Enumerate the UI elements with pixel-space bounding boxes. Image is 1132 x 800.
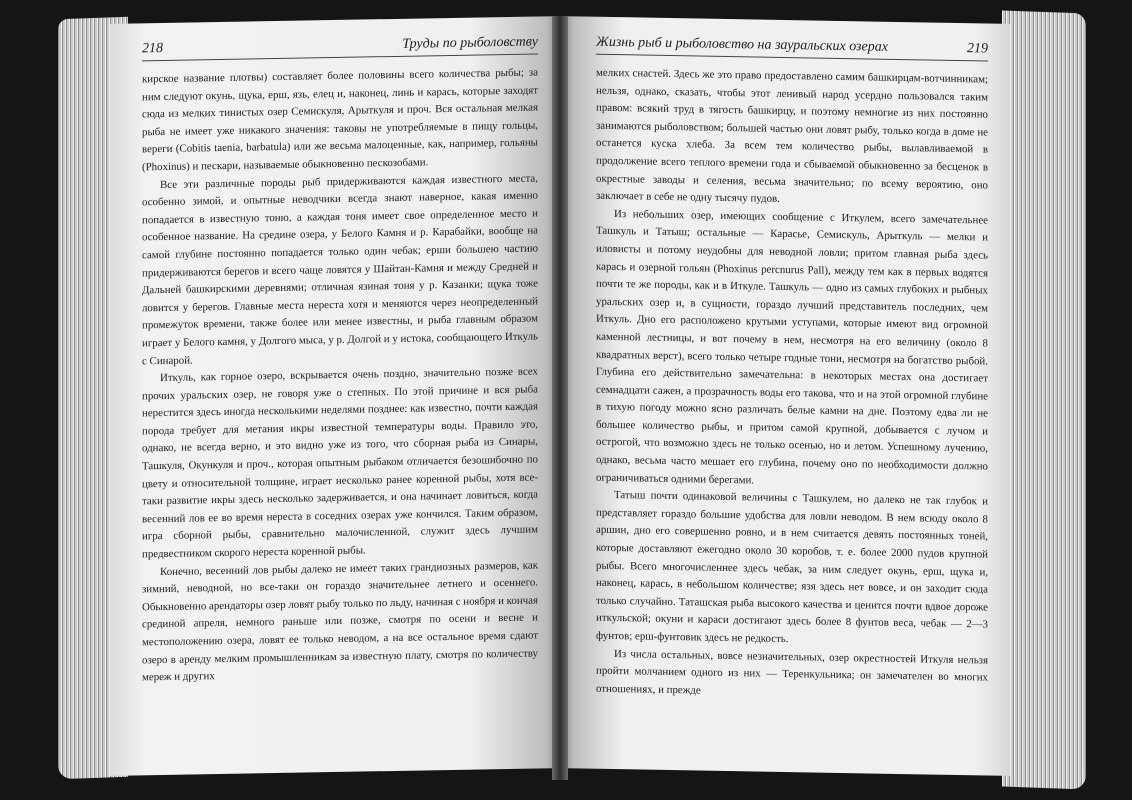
paragraph: Из небольших озер, имеющих сообщение с Иткулем, всего замечательнее Ташкуль и Татыш; остальные — Карасье, Семискуль, Арыткуль — мелки и иловисты и потому неудобны для неводной ловли; притом главная рыба здесь карась и озерной гольян (Phoxinus percnurus Pall), между тем как в первых водятся почти те же породы, как и в Иткуле. Ташкуль — одно из самых глубоких и рыбных уральских озер и, в сущности, гораздо лучший представитель последних, чем Иткуль. Дно его расположено крутыми уступами, которые имеют вид огромной каменной лестницы, и вот почему в нем, несмотря на его величину (около 8 квадратных верст), всего только четыре годные тони, несмотря на богатство рыбой. Глубина его действительно замечательна: в некоторых местах она достигает семнадцати сажен, а прозрачность воды его такова, что и на этой огромной глубине в тихую погоду можно ясно различать белые камни на дне. Поэтому едва ли не большее количество рыбы, и притом самой крупной, добывается с лучом и острогой, что возможно здесь не только осенью, но и летом. Успешному лучению, однако, весьма часто мешает его глубина, почему оно по необходимости должно ограничиваться одними берегами. <box>596 207 988 487</box>
paragraph: Конечно, весенний лов рыбы далеко не имеет таких грандиозных размеров, как зимний, неводной, но все-таки он гораздо значительнее летнего и осеннего. Обыкновенно арендаторы озер ловят рыбу только по льду, начиная с ноября и кончая срединой апреля, немного раньше или позже, смотря по осени и весне и местоположению озера, ловят ее только неводом, а на все остальное время сдают озеро в аренду мелким промышленникам за известную плату, смотря по количеству мереж и других <box>142 559 538 684</box>
left-page-number: 218 <box>142 41 163 57</box>
left-page-text <box>142 64 538 687</box>
right-running-title: Жизнь рыб и рыболовство на зауральских озерах <box>596 34 888 55</box>
right-running-head <box>596 35 988 62</box>
right-page-edges <box>1002 11 1086 790</box>
left-page <box>110 16 560 776</box>
left-running-head <box>142 34 538 61</box>
paragraph: мелких снастей. Здесь же это право предоставлено самим башкирцам-вотчинникам; нельзя, однако, сказать, чтобы этот ленивый народ усердно пользовался таким правом: всякий труд в тягость башкирцу, и поэтому немногие из них постоянно занимаются рыболовством; большей частью они ловят рыбу, только когда в доме не останется куска хлеба. За всем тем количество рыбы, вылавливаемой в продолжение всего теплого времени года и сбываемой обыкновенно за бесценок в окрестные заводы и селения, весьма значительно; по всему вероятию, оно заключает в себе не одну тысячу пудов. <box>596 66 988 206</box>
right-page-number: 219 <box>967 41 988 57</box>
right-page-text <box>596 65 988 705</box>
paragraph: Татыш почти одинаковой величины с Ташкулем, но далеко не так глубок и представляет гораздо большие удобства для ловли неводом. В нем всюду около 8 аршин, дно его совершенно ровно, и в нем считается девять постоянных тоней, которые доставляют ежегодно около 30 коробов, т. е. более 2000 пудов крупной рыбы. Всего многочисленнее здесь чебак, за ним следует окунь, ерш, щука и, наконец, карась, в небольшом количестве; язя здесь нет вовсе, и он заходит сюда только случайно. Таташская рыба высокого качества и ценится почти вдвое дороже иткульской; окуни и караси достигают здесь более 8 фунтов веса, чебак — 2—3 фунтов; ерш-фунтовик здесь не редкость. <box>596 489 988 646</box>
right-page <box>560 16 1010 776</box>
paragraph: Из числа остальных, вовсе незначительных, озер окрестностей Иткуля нельзя пройти молчанием одного из них — Теренкульника; он замечателен во многих отношениях, и прежде <box>596 647 988 697</box>
paragraph: Иткуль, как горное озеро, вскрывается очень поздно, значительно позже всех прочих уральских озер, не говоря уже о степных. По этой причине и вся рыба нерестится здесь иногда несколькими неделями позднее: как известно, почти каждая порода требует для метания икры известной температуры воды. Правило это, однако, не всегда верно, и это видно уже из того, что сборная рыба из Синары, Ташкуля, Окункуля и проч., которая опытным рыбаком отличается безошибочно по цвету и относительной толщине, играет несколько ранее коренной рыбы, хотя все-таки развитие икры здесь несколько задерживается, и она начинает ловиться, когда весенний лов ее во время нереста в соседних озерах уже кончился. Таким образом, игра сборной рыбы, сравнительно малочисленной, служит здесь лучшим предвестником скорого нереста коренной рыбы. <box>142 365 538 561</box>
left-running-title: Труды по рыболовству <box>402 34 538 52</box>
book-gutter <box>552 16 568 780</box>
paragraph: кирское название плотвы) составляет более половины всего количества рыбы; за ним следуют окунь, щука, ерш, язь, елец и, наконец, линь и карась, которые заходят сюда из мелких тинистых озер Семискуля, Арыткуля и проч. Вся остальная мелкая рыба не имеет уже никакого значения: таковы не употребляемые в пищу гольцы, вереги (Cobitis taenia, barbatula) или же весьма малоценные, как, например, гольяны (Phoxinus) и пескари, называемые обыкновенно пескозобами. <box>142 66 538 174</box>
paragraph: Все эти различные породы рыб придерживаются каждая известного места, особенно зимой, и опытные неводчики всегда знают наверное, какая именно попадается в известную тоню, а каждая тоня имеет свое определенное место и особенное название. На средине озера, у Белого Камня и р. Карабайки, вообще на самой глубине постоянно попадается только один чебак; ерши большею частию придерживаются берегов и всего чаще ловятся у Шайтан-Камня и между Средней и Дальней башкирскими деревнями; отличная язиная тоня у р. Казанки; щука тоже ловится у берегов. Главные места нереста хотя и меняются через неопределенный промежуток времени, также более или менее известны, и рыба главным образом играет у Белого камня, у Долгого мыса, у р. Долгой и у истока, сообщающего Иткуль с Синарой. <box>142 172 538 367</box>
